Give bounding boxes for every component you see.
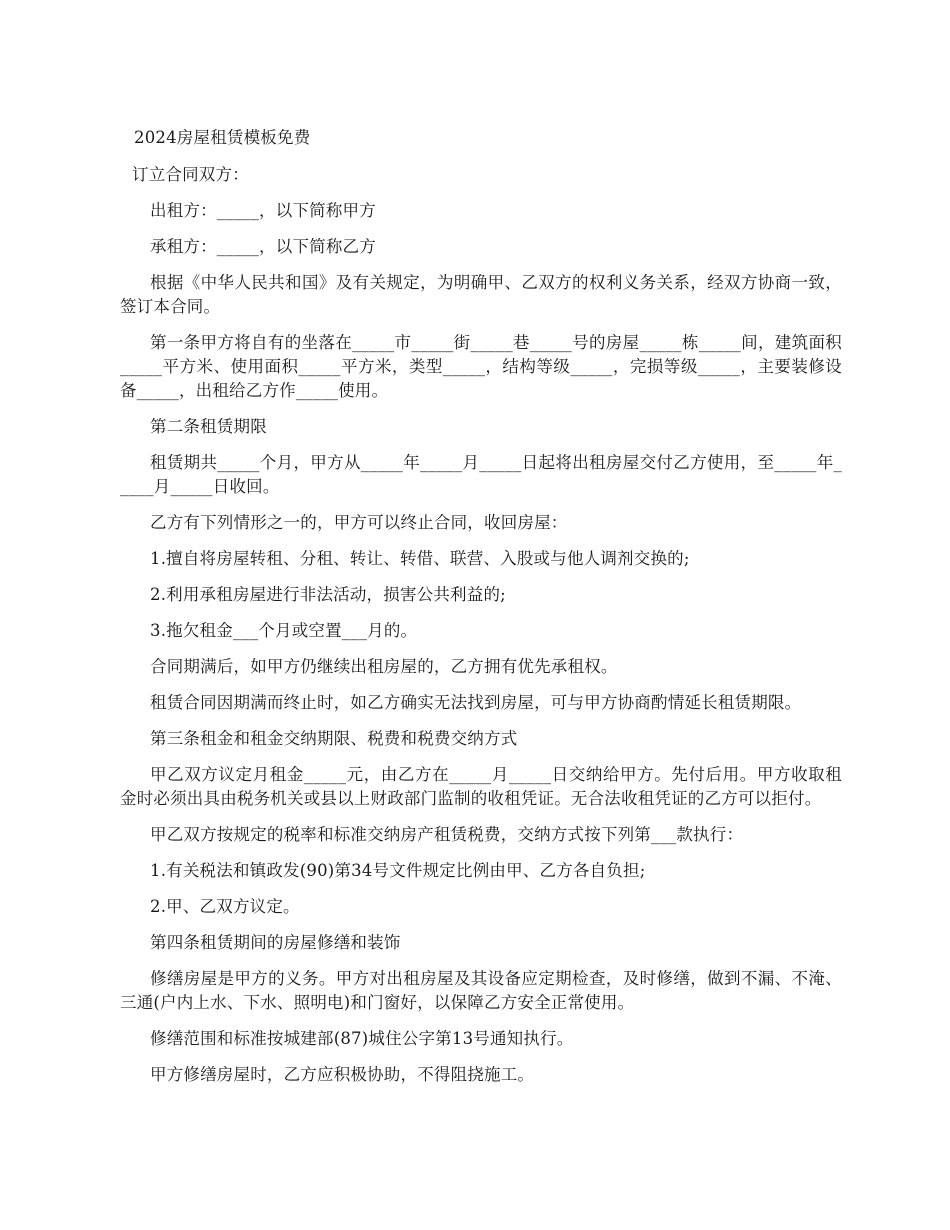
paragraph-lessor: 出租方：_____，以下简称甲方 — [150, 201, 376, 220]
list-item-termination-3: 3.拖欠租金___个月或空置___月的。 — [150, 621, 418, 640]
paragraph-contract-parties: 订立合同双方： — [132, 165, 249, 184]
paragraph-monthly-rent: 甲乙双方议定月租金_____元，由乙方在_____月_____日交纳给甲方。先付后用。甲方收取租金时必须出具由税务机关或县以上财政部门监制的收租凭证。无合法收租凭证的乙方可以拒付。 — [120, 765, 842, 808]
paragraph-tax-payment: 甲乙双方按规定的税率和标准交纳房产租赁税费，交纳方式按下列第___款执行： — [150, 825, 744, 844]
list-item-tax-2: 2.甲、乙双方议定。 — [150, 897, 300, 916]
paragraph-repair-cooperation: 甲方修缮房屋时，乙方应积极协助，不得阻挠施工。 — [150, 1065, 535, 1084]
paragraph-lease-extension: 租赁合同因期满而终止时，如乙方确实无法找到房屋，可与甲方协商酌情延长租赁期限。 — [150, 693, 802, 712]
heading-article-3: 第三条租金和租金交纳期限、税费和税费交纳方式 — [150, 729, 518, 748]
paragraph-repair-scope: 修缮范围和标准按城建部(87)城住公字第13号通知执行。 — [150, 1029, 574, 1048]
heading-article-4: 第四条租赁期间的房屋修缮和装饰 — [150, 933, 401, 952]
list-item-termination-2: 2.利用承租房屋进行非法活动，损害公共利益的; — [150, 585, 506, 604]
list-item-tax-1: 1.有关税法和镇政发(90)第34号文件规定比例由甲、乙方各自负担; — [150, 861, 646, 880]
document-title: 2024房屋租赁模板免费 — [134, 128, 311, 147]
heading-article-2: 第二条租赁期限 — [150, 417, 267, 436]
document-body — [120, 126, 842, 1099]
paragraph-lease-term: 租赁期共_____个月，甲方从_____年_____月_____日起将出租房屋交付乙方使用，至_____年_____月_____日收回。 — [120, 453, 842, 496]
paragraph-priority-renewal: 合同期满后，如甲方仍继续出租房屋的，乙方拥有优先承租权。 — [150, 657, 618, 676]
list-item-termination-1: 1.擅自将房屋转租、分租、转让、转借、联营、入股或与他人调剂交换的; — [150, 549, 690, 568]
paragraph-lessee: 承租方：_____，以下简称乙方 — [150, 237, 376, 256]
paragraph-repair-duty: 修缮房屋是甲方的义务。甲方对出租房屋及其设备应定期检查，及时修缮，做到不漏、不淹、三通(户内上水、下水、照明电)和门窗好，以保障乙方安全正常使用。 — [120, 969, 842, 1012]
paragraph-termination-conditions: 乙方有下列情形之一的，甲方可以终止合同，收回房屋： — [150, 513, 568, 532]
paragraph-preamble: 根据《中华人民共和国》及有关规定，为明确甲、乙双方的权利义务关系，经双方协商一致，签订本合同。 — [120, 273, 842, 316]
paragraph-article-1: 第一条甲方将自有的坐落在_____市_____街_____巷_____号的房屋_____栋_____间，建筑面积_____平方米、使用面积_____平方米，类型_____，结构等级_____，完损等级_____，主要装修设备_____，出租给乙方作_____使用。 — [120, 333, 842, 400]
